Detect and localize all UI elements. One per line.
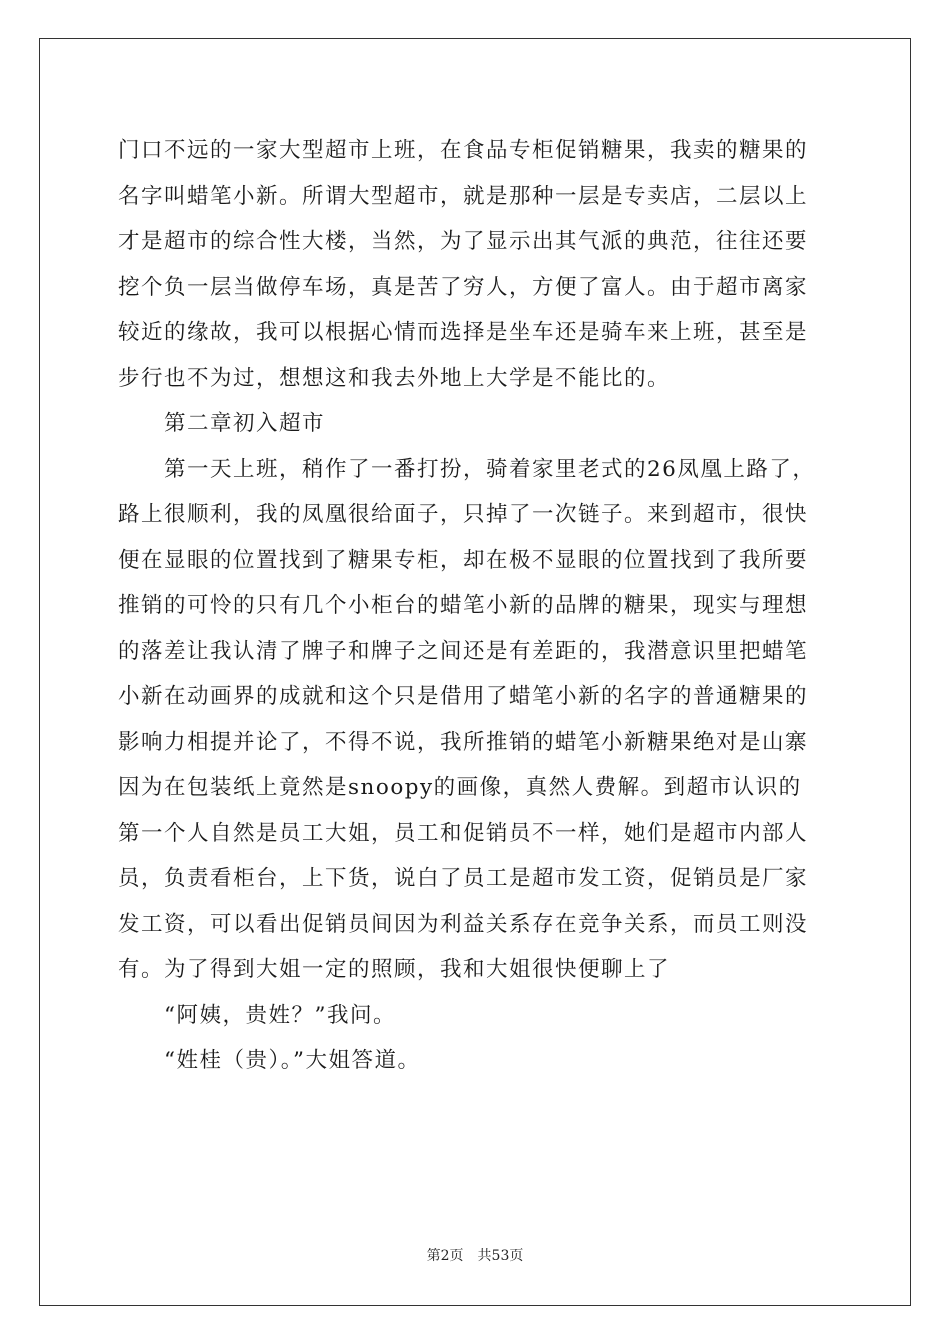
text-line: 名字叫蜡笔小新。所谓大型超市，就是那种一层是专卖店，二层以上	[118, 183, 809, 209]
text-line: 较近的缘故，我可以根据心情而选择是坐车还是骑车来上班，甚至是	[118, 320, 809, 345]
text-line: 影响力相提并论了，不得不说，我所推销的蜡笔小新糖果绝对是山寨	[118, 729, 809, 755]
text-line: 小新在动画界的成就和这个只是借用了蜡笔小新的名字的普通糖果的	[118, 684, 809, 709]
text-line: “姓桂（贵）。”大姐答道。	[164, 1048, 421, 1073]
text-line: 挖个负一层当做停车场，真是苦了穷人，方便了富人。由于超市离家	[118, 274, 809, 300]
text-line: 第二章初入超市	[164, 411, 326, 436]
text-line: 第一天上班，稍作了一番打扮，骑着家里老式的26凤凰上路了，	[164, 456, 816, 482]
body-text	[118, 128, 838, 1084]
text-line: 发工资，可以看出促销员间因为利益关系存在竞争关系，而员工则没	[118, 911, 809, 937]
text-line: 员，负责看柜台，上下货，说白了员工是超市发工资，促销员是厂家	[118, 866, 809, 891]
text-line: 推销的可怜的只有几个小柜台的蜡笔小新的品牌的糖果，现实与理想	[118, 593, 809, 618]
text-line: 因为在包装纸上竟然是snoopy的画像，真然人费解。到超市认识的	[118, 775, 802, 800]
page-number: 第2页 共53页	[426, 1248, 524, 1264]
text-line: “阿姨，贵姓？”我问。	[164, 1002, 396, 1028]
text-line: 便在显眼的位置找到了糖果专柜，却在极不显眼的位置找到了我所要	[118, 547, 809, 573]
text-line: 有。为了得到大姐一定的照顾，我和大姐很快便聊上了	[118, 957, 671, 982]
text-line: 第一个人自然是员工大姐，员工和促销员不一样，她们是超市内部人	[118, 820, 809, 846]
text-line: 路上很顺利，我的凤凰很给面子，只掉了一次链子。来到超市，很快	[118, 502, 809, 527]
text-line: 门口不远的一家大型超市上班，在食品专柜促销糖果，我卖的糖果的	[118, 138, 809, 163]
text-line: 才是超市的综合性大楼，当然，为了显示出其气派的典范，往往还要	[118, 229, 809, 254]
text-line: 的落差让我认清了牌子和牌子之间还是有差距的，我潜意识里把蜡笔	[118, 638, 809, 664]
text-line: 步行也不为过，想想这和我去外地上大学是不能比的。	[118, 365, 671, 391]
